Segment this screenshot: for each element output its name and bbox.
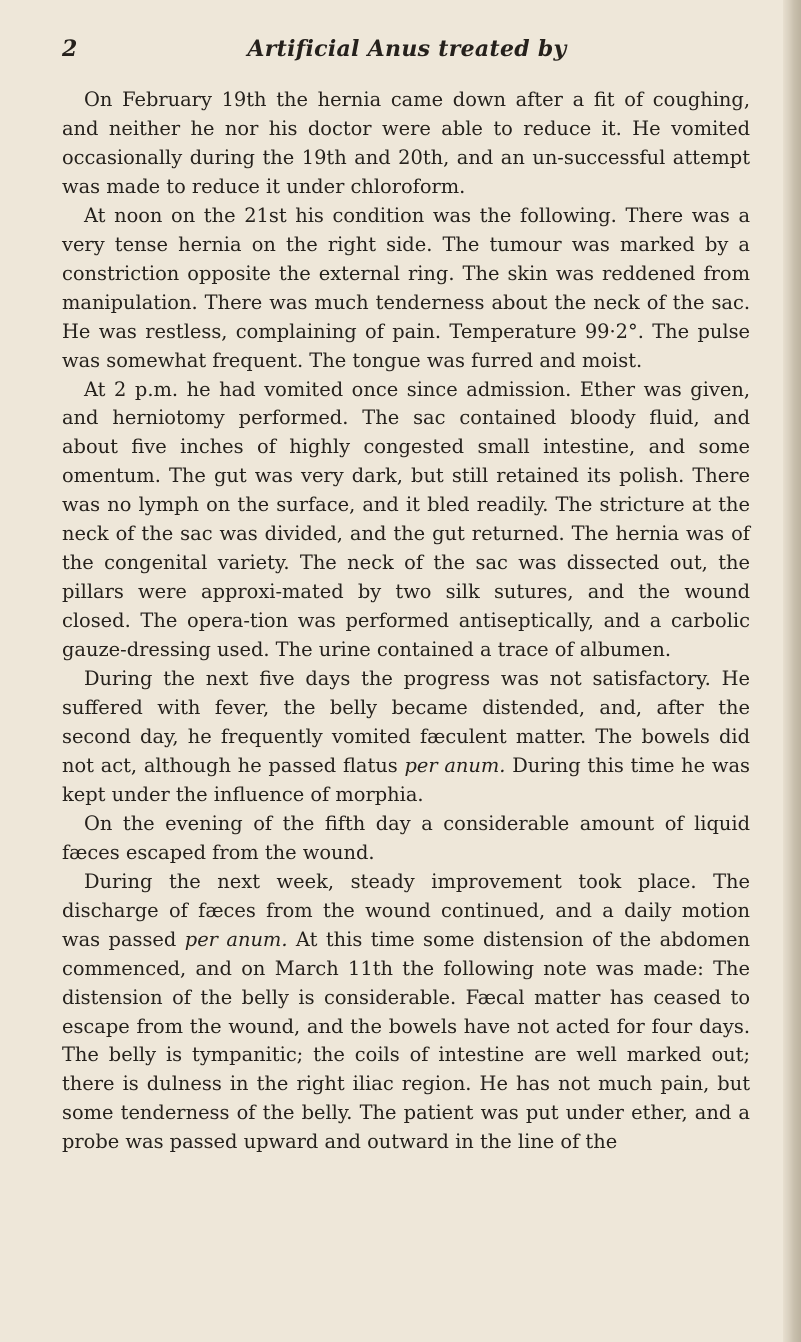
paragraph-next-week: [62, 868, 750, 1158]
italic-phrase: per anum.: [404, 753, 506, 777]
paragraph-text: During the next five days the progress was not satisfactory. He suffered with fever, the belly became distended, and, after the second day, he frequently vomited fæculent matter. The bowels did not act, although he passed flatus: [62, 667, 750, 777]
page-edge-shadow: [783, 0, 801, 1342]
running-head: Artificial Anus treated by: [247, 36, 567, 62]
paragraph-text: On the evening of the fifth day a considerable amount of liquid fæces escaped from the wound.: [62, 811, 750, 864]
paragraph-text: At 2 p.m. he had vomited once since admission. Ether was given, and herniotomy performed. The sac contained bloody fluid, and about five inches of highly congested small intestine, and some omentum. The gut was very dark, but still retained its polish. There was no lymph on the surface, and it bled readily. The stricture at the neck of the sac was divided, and the gut returned. The hernia was of the congenital variety. The neck of the sac was dissected out, the pillars were approxi-mated by two silk sutures, and the wound closed. The opera-tion was performed antiseptically, and a carbolic gauze-dressing used. The urine contained a trace of albumen.: [62, 377, 750, 662]
paragraph-hernia-onset: [62, 86, 750, 202]
page-header: [62, 36, 752, 76]
paragraph-text: At this time some distension of the abdomen commenced, and on March 11th the following note was made: The distension of the belly is considerable. Fæcal matter has ceased to escape from the wound, and the bowels have not acted for four days. The belly is tympanitic; the coils of intestine are well marked out; there is dulness in the right iliac region. He has not much pain, but some tenderness of the belly. The patient was put under ether, and a probe was passed upward and outward in the line of the: [62, 927, 750, 1154]
paragraph-text: At noon on the 21st his condition was the following. There was a very tense hernia on the right side. The tumour was marked by a constriction opposite the external ring. The skin was reddened from manipulation. There was much tenderness about the neck of the sac. He was restless, complaining of pain. Temperature 99·2°. The pulse was somewhat frequent. The tongue was furred and moist.: [62, 203, 750, 372]
paragraph-text: On February 19th the hernia came down after a fit of coughing, and neither he nor his doctor were able to reduce it. He vomited occasionally during the 19th and 20th, and an un-successful attempt was made to reduce it under chloroform.: [62, 88, 750, 198]
paragraph-fifth-day: [62, 810, 750, 868]
paragraph-condition-21st: [62, 202, 750, 376]
page-number: 2: [62, 36, 78, 62]
paragraph-text: During this time he was kept under the influence of morphia.: [62, 753, 751, 806]
italic-phrase: per anum.: [184, 927, 288, 951]
body-text: [62, 86, 750, 1157]
paragraph-next-five-days: [62, 665, 750, 810]
paragraph-herniotomy: [62, 376, 750, 666]
paragraph-text: During the next week, steady improvement took place. The discharge of fæces from the wound continued, and a daily motion was passed: [62, 869, 750, 951]
